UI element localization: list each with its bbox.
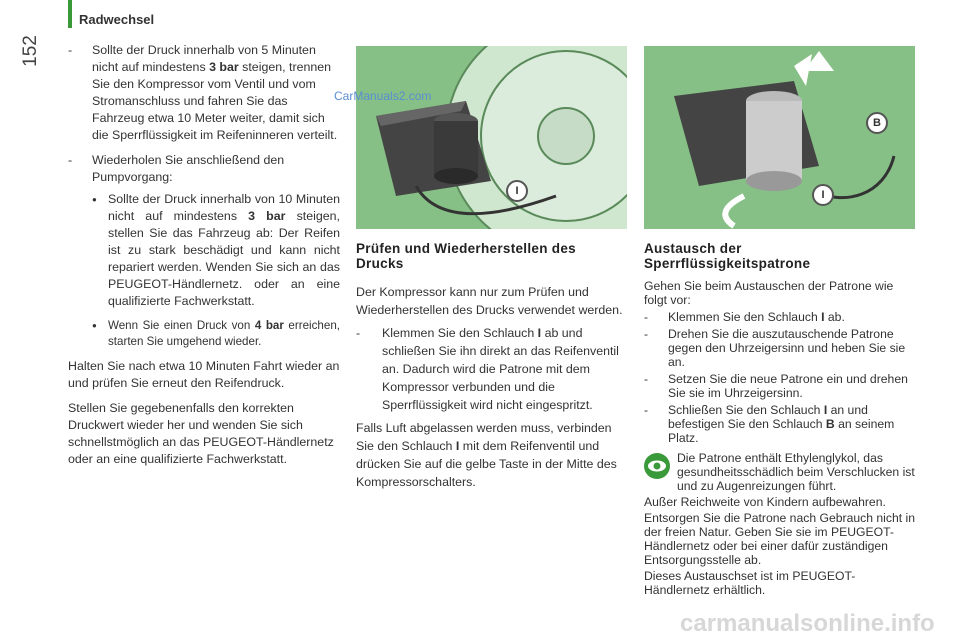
paragraph: Falls Luft abgelassen werden muss, verbinden Sie den Schlauch I mit dem Reifenventil und drücken Sie auf die gelbe Taste in der Mitte des Kompressorschalters. <box>356 421 617 489</box>
figure-label-i: I <box>812 184 834 206</box>
compressor-wheel-drawing <box>356 46 627 229</box>
bullet-list <box>68 191 340 350</box>
list-item: - Wiederholen Sie anschließend den Pumpvorgang: <box>68 152 340 186</box>
paragraph: Der Kompressor kann nur zum Prüfen und Wiederherstellen des Drucks verwendet werden. <box>356 285 623 317</box>
cartridge-replacement-illustration <box>644 46 915 229</box>
list-item: - Klemmen Sie den Schlauch I ab und schließen Sie ihn direkt an das Reifenventil an. Dadurch wird die Patrone mit dem Kompressor verbunden und die Sperrflüssigkeit wird nicht eingespritzt. <box>356 324 628 414</box>
figure-label-b: B <box>866 112 888 134</box>
list-item: - Klemmen Sie den Schlauch I ab. <box>644 310 916 324</box>
list-item: - Sollte der Druck innerhalb von 5 Minuten nicht auf mindestens 3 bar steigen, trennen Sie den Kompressor vom Ventil und vom Stromanschluss und fahren Sie das Fahrzeug etwa 10 Meter weiter, damit sich die Sperrflüssigkeit im Reifeninneren verteilt. <box>68 42 340 144</box>
column-3 <box>644 279 916 597</box>
column-1 <box>68 42 340 473</box>
list-item: - Schließen Sie den Schlauch I an und befestigen Sie den Schlauch B an seinem Platz. <box>644 403 916 445</box>
bullet-item: ● Wenn Sie einen Druck von 4 bar erreichen, starten Sie umgehend wieder. <box>92 318 340 350</box>
paragraph: Stellen Sie gegebenenfalls den korrekten Druckwert wieder her und wenden Sie sich schnellstmöglich an das PEUGEOT-Händlernetz oder an eine qualifizierte Fachwerkstatt. <box>68 401 334 466</box>
watermark-top: CarManuals2.com <box>334 89 432 103</box>
paragraph: Gehen Sie beim Austauschen der Patrone wie folgt vor: <box>644 279 894 307</box>
cartridge-replacement-drawing <box>644 46 915 229</box>
compressor-wheel-illustration <box>356 46 627 229</box>
eye-icon <box>644 453 670 479</box>
paragraph: Halten Sie nach etwa 10 Minuten Fahrt wieder an und prüfen Sie erneut den Reifendruck. <box>68 359 340 390</box>
paragraph: Entsorgen Sie die Patrone nach Gebrauch nicht in der freien Natur. Geben Sie sie im PEUGEOT-Händlernetz oder bei einer dafür zuständigen Entsorgungsstelle ab. <box>644 511 916 567</box>
section-heading: Prüfen und Wiederherstellen des Drucks <box>356 241 576 271</box>
header-accent-bar <box>68 0 72 28</box>
list-item: - Setzen Sie die neue Patrone ein und drehen Sie sie im Uhrzeigersinn. <box>644 372 916 400</box>
column-2 <box>356 283 628 496</box>
bullet-item: ● Sollte der Druck innerhalb von 10 Minuten nicht auf mindestens 3 bar steigen, stellen Sie das Fahrzeug ab: Der Reifen ist zu stark beschädigt und kann nicht repariert werden. Wenden Sie sich an das PEUGEOT-Händlernetz. oder an eine qualifizierte Fachwerkstatt. <box>92 191 340 310</box>
paragraph: Dieses Austauschset ist im PEUGEOT-Händlernetz erhältlich. <box>644 569 856 597</box>
environment-note <box>644 451 916 493</box>
section-title: Radwechsel <box>79 12 155 27</box>
paragraph: Die Patrone enthält Ethylenglykol, das gesundheitsschädlich beim Verschlucken ist und zu Augenreizungen führt. <box>677 451 915 493</box>
paragraph: Außer Reichweite von Kindern aufbewahren. <box>644 495 886 509</box>
page-number: 152 <box>20 35 41 67</box>
watermark-bottom: carmanualsonline.info <box>680 610 935 637</box>
figure-label-i: I <box>506 180 528 202</box>
section-heading: Austausch der Sperrflüssigkeitspatrone <box>644 241 811 271</box>
list-item: - Drehen Sie die auszutauschende Patrone gegen den Uhrzeigersinn und heben Sie sie an. <box>644 327 916 369</box>
